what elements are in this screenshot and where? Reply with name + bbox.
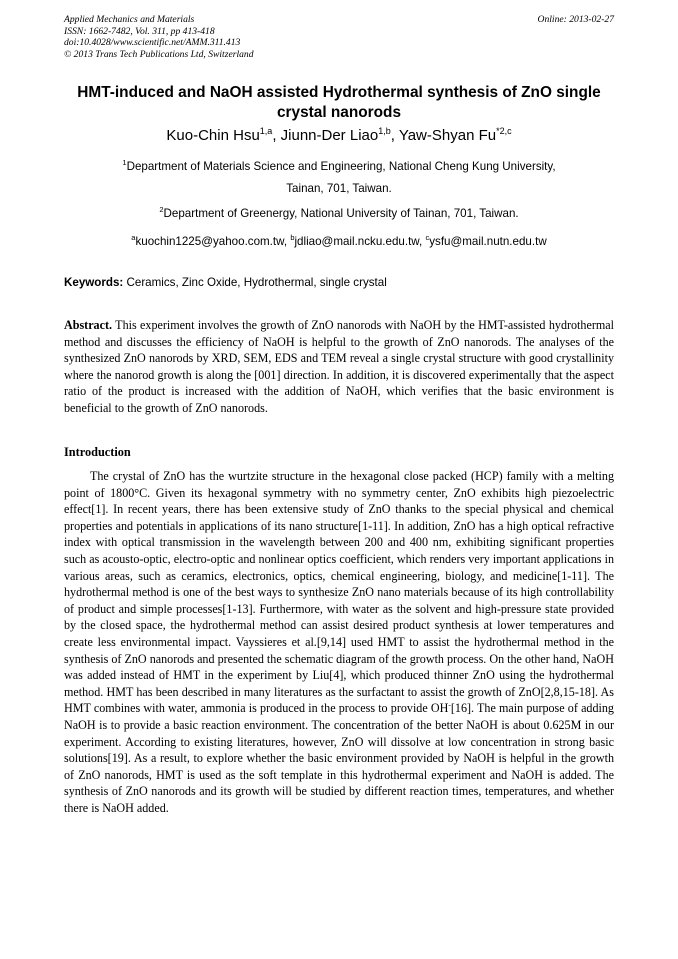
affiliation-1 — [30, 156, 648, 200]
online-date: Online: 2013-02-27 — [537, 14, 614, 25]
abstract-paragraph — [64, 317, 614, 417]
copyright-line: © 2013 Trans Tech Publications Ltd, Switzerland — [64, 48, 254, 60]
affiliation-mark: 1 — [122, 158, 127, 168]
abstract-text: This experiment involves the growth of ZnO nanorods with NaOH by the HMT-assisted hydrothermal method and discusses the efficiency of NaOH is helpful to the growth of ZnO nanorods. The analyses of the synthesized ZnO nanorods by XRD, SEM, EDS and TEM reveal a single crystal structure with good crystallinity where the nanorod growth is along the [001] direction. In addition, it is discovered experimentally that the aspect ratio of the product is increased with the addition of NaOH, which verifies that the basic environment is beneficial to the growth of ZnO nanorods. — [64, 318, 614, 415]
email-mark: a — [131, 233, 136, 243]
journal-header — [64, 14, 254, 60]
author-separator: , — [272, 127, 281, 144]
author-affiliation-mark: 1,b — [378, 126, 391, 136]
author-affiliation-mark: *2,c — [496, 126, 512, 136]
doi-line: doi:10.4028/www.scientific.net/AMM.311.413 — [64, 37, 241, 49]
abstract-label: Abstract. — [64, 318, 113, 332]
introduction-paragraph — [64, 468, 614, 816]
title-line-1: HMT-induced and NaOH assisted Hydrothermal synthesis of ZnO single — [77, 84, 601, 101]
keywords-line — [64, 275, 387, 291]
author-name: Yaw-Shyan Fu — [398, 127, 497, 144]
paper-title — [40, 83, 638, 123]
email-address[interactable]: jdliao@mail.ncku.edu.tw, — [294, 235, 426, 248]
keywords-text: Ceramics, Zinc Oxide, Hydrothermal, single crystal — [123, 276, 387, 289]
title-line-2: crystal nanorods — [276, 104, 402, 121]
affiliation-mark: 2 — [159, 205, 164, 215]
email-mark: c — [425, 233, 430, 243]
journal-name: Applied Mechanics and Materials — [64, 14, 195, 25]
email-mark: b — [290, 233, 295, 243]
author-list — [30, 127, 648, 145]
introduction-text-continued: [16]. The main purpose of adding NaOH is to provide a basic reaction environment. The concentration of the better NaOH is about 0.625M in our experiment. According to existing literatures, however, ZnO will dissolve at low concentration in strong basic solutions[19]. As a result, to explore whether the basic environment provided by NaOH is helpful in the growth of ZnO nanorods, HMT is used as the soft template in this hydrothermal experiment and NaOH is added. The synthesis of ZnO nanorods and its growth will be studied by different reaction times, temperatures, and whether there is NaOH added. — [64, 701, 614, 815]
introduction-text: The crystal of ZnO has the wurtzite structure in the hexagonal close packed (HCP) family with a melting point of 1800°C. Given its hexagonal symmetry with no symmetry center, ZnO exhibits high piezoelectric effect[1]. In recent years, there has been extensive study of ZnO thanks to the special physical and chemical properties and potentials in applications of its nano structure[1-11]. In addition, ZnO has a high optical refractive index with optical transmission in the wavelength between 200 and 400 nm, exhibiting significant properties such as acousto-optic, electro-optic and nonlinear optics coefficient, which renders very important applications in various areas, such as ceramics, electronics, optics, chemical engineering, biology, and medicine[1-11]. The hydrothermal method is one of the best ways to synthesize ZnO nano materials because of its high controllability of product and simple processes[1-13]. Furthermore, with water as the solvent and high-pressure state provided by the closed space, the hydrothermal method can assist desired product synthesis at lower temperatures and create less environmental impact. Vayssieres et al.[9,14] used HMT to assist the hydrothermal method in the synthesis of ZnO nanorods and presented the schematic diagram of the growth process. On the other hand, NaOH was added instead of HMT in the experiment by Liu[4], which produced thinner ZnO using the hydrothermal method. HMT has been described in many literatures as the surfactant to assist the growth of ZnO[2,8,15-18]. As HMT combines with water, ammonia is produced in the process to provide OH — [64, 469, 614, 716]
author-name: Kuo-Chin Hsu — [166, 127, 260, 144]
affiliation-2 — [30, 203, 648, 225]
affiliation-1-line-2: Tainan, 701, Taiwan. — [286, 182, 392, 195]
email-address[interactable]: kuochin1225@yahoo.com.tw, — [135, 235, 291, 248]
author-affiliation-mark: 1,a — [259, 126, 273, 136]
issn-line: ISSN: 1662-7482, Vol. 311, pp 413-418 — [64, 25, 215, 37]
email-address[interactable]: ysfu@mail.nutn.edu.tw — [429, 235, 547, 248]
superscript-minus: - — [448, 700, 451, 710]
author-name: Jiunn-Der Liao — [280, 127, 379, 144]
affiliation-1-line-1: Department of Materials Science and Engineering, National Cheng Kung University, — [126, 160, 556, 173]
affiliation-2-line: Department of Greenergy, National University of Tainan, 701, Taiwan. — [163, 207, 519, 220]
keywords-label: Keywords: — [64, 276, 124, 289]
author-separator: , — [390, 127, 399, 144]
email-list — [30, 231, 648, 253]
introduction-heading: Introduction — [64, 445, 131, 459]
